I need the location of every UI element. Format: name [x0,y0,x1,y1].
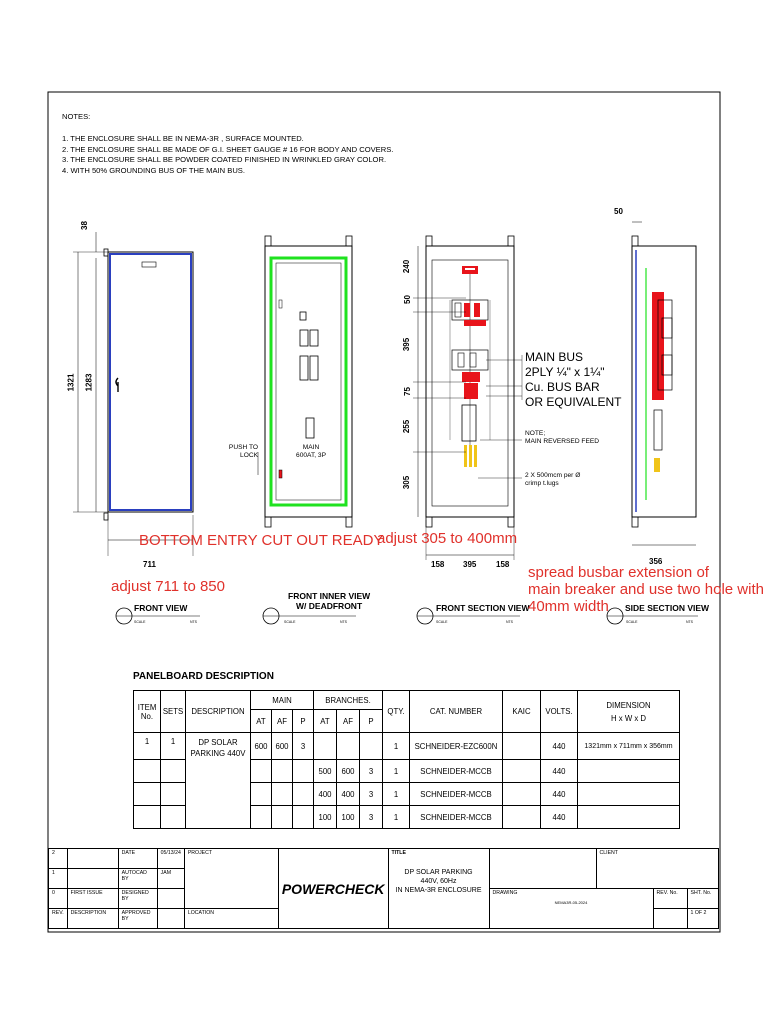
front-section-view-title: FRONT SECTION VIEW [436,603,530,613]
client-cell: CLIENT [596,849,718,889]
header-main-p: P [293,710,314,733]
dim-240: 240 [402,259,412,274]
dim-38: 38 [79,221,89,230]
dim-356: 356 [649,557,663,566]
note-1: 1. THE ENCLOSURE SHALL BE IN NEMA-3R , SURFACE MOUNTED. [62,133,304,143]
dim-255: 255 [402,419,412,434]
side-section-view-title: SIDE SECTION VIEW [625,603,710,613]
cable-label: 2 X 500mcm per Ø crimp t.lugs [525,472,581,487]
front-section-nts: NTS [506,620,513,624]
header-br-af: AF [337,710,360,733]
header-description: DESCRIPTION [186,691,251,733]
front-inner-nts: NTS [340,620,347,624]
push-to-lock-label: PUSH TO LOCK [228,444,258,459]
dim-305: 305 [402,475,412,490]
front-inner-view-drawing [258,236,352,527]
drawing-title-cell: TITLE DP SOLAR PARKING 440V, 60Hz IN NEMA-3R ENCLOSURE [388,849,489,929]
panelboard-table [133,690,680,829]
header-main-at: AT [251,710,272,733]
header-item: ITEM No. [134,691,161,733]
front-view-scale: SCALE [134,620,146,624]
header-qty: QTY. [383,691,410,733]
front-view-nts: NTS [190,620,197,624]
front-view-title: FRONT VIEW [134,603,188,613]
table-row: 100 100 3 1 SCHNEIDER-MCCB 440 [134,806,680,829]
dim-side-50: 50 [614,207,623,216]
side-section-scale: SCALE [626,620,638,624]
title-block: 2 DATE 05/13/24 PROJECT POWERCHECK TITLE DP SOLAR PARKING 440V, 60Hz IN NEMA-3R ENCLOSURE CLIENT 1 AUTOCAD BY JAM 0 FIRST ISSUE DESIGNED BY DRAWING NEMA3R-05-2024 REV. No. SHT. No. REV. DESCRIPTION APPROVED BY LOCATION 1 OF 2 [48,848,719,929]
notes-title: NOTES: [62,112,91,121]
note-2: 2. THE ENCLOSURE SHALL BE MADE OF G.I. SHEET GAUGE # 16 FOR BODY AND COVERS. [62,144,394,154]
header-sets: SETS [161,691,186,733]
table-row: 400 400 3 1 SCHNEIDER-MCCB 440 [134,783,680,806]
header-br-at: AT [314,710,337,733]
header-branches: BRANCHES. [314,691,383,710]
dim-1283: 1283 [84,373,94,392]
panelboard-title: PANELBOARD DESCRIPTION [133,671,274,682]
dim-75: 75 [402,387,412,396]
reversed-feed-note: NOTE; MAIN REVERSED FEED [525,430,600,445]
dim-1321: 1321 [66,373,76,392]
table-row: 500 600 3 1 SCHNEIDER-MCCB 440 [134,760,680,783]
dim-158-left: 158 [431,560,445,569]
side-section-nts: NTS [686,620,693,624]
dim-158-right: 158 [496,560,510,569]
markup-spread-busbar: spread busbar extension of main breaker and use two hole with 40mm width [528,564,764,615]
main-breaker-label: MAIN 600AT, 3P [296,444,326,459]
company-logo: POWERCHECK [278,849,388,929]
markup-bottom-entry: BOTTOM ENTRY CUT OUT READY [139,532,384,549]
dim-395: 395 [402,337,412,352]
front-section-scale: SCALE [436,620,448,624]
note-3: 3. THE ENCLOSURE SHALL BE POWDER COATED FINISHED IN WRINKLED GRAY COLOR. [62,155,387,165]
header-main: MAIN [251,691,314,710]
general-notes [62,112,393,177]
header-dimension: DIMENSION H x W x D [578,691,680,733]
front-inner-scale: SCALE [284,620,296,624]
header-br-p: P [360,710,383,733]
dim-395-horizontal: 395 [463,560,477,569]
front-inner-view-title: FRONT INNER VIEW W/ DEADFRONT [288,591,371,611]
note-4: 4. WITH 50% GROUNDING BUS OF THE MAIN BUS. [62,166,245,176]
front-view-drawing [73,232,193,556]
side-section-view-drawing [632,222,696,545]
table-row: 1 1 DP SOLAR PARKING 440V 600 600 3 1 SCHNEIDER-EZC600N 440 1321mm x 711mm x 356mm [134,733,680,760]
header-volts: VOLTS. [541,691,578,733]
dim-50: 50 [402,295,412,304]
main-bus-label: MAIN BUS 2PLY ¼" x 1¼" Cu. BUS BAR OR EQUIVALENT [525,350,622,409]
markup-adjust-305: adjust 305 to 400mm [377,530,518,547]
project-cell: PROJECT [184,849,278,909]
front-section-view-drawing [413,236,522,560]
header-main-af: AF [272,710,293,733]
markup-adjust-711: adjust 711 to 850 [111,578,225,595]
header-kaic: KAIC [503,691,541,733]
dim-711: 711 [143,560,156,569]
header-cat: CAT. NUMBER [410,691,503,733]
drawing-number-cell: DRAWING NEMA3R-05-2024 [489,889,653,929]
